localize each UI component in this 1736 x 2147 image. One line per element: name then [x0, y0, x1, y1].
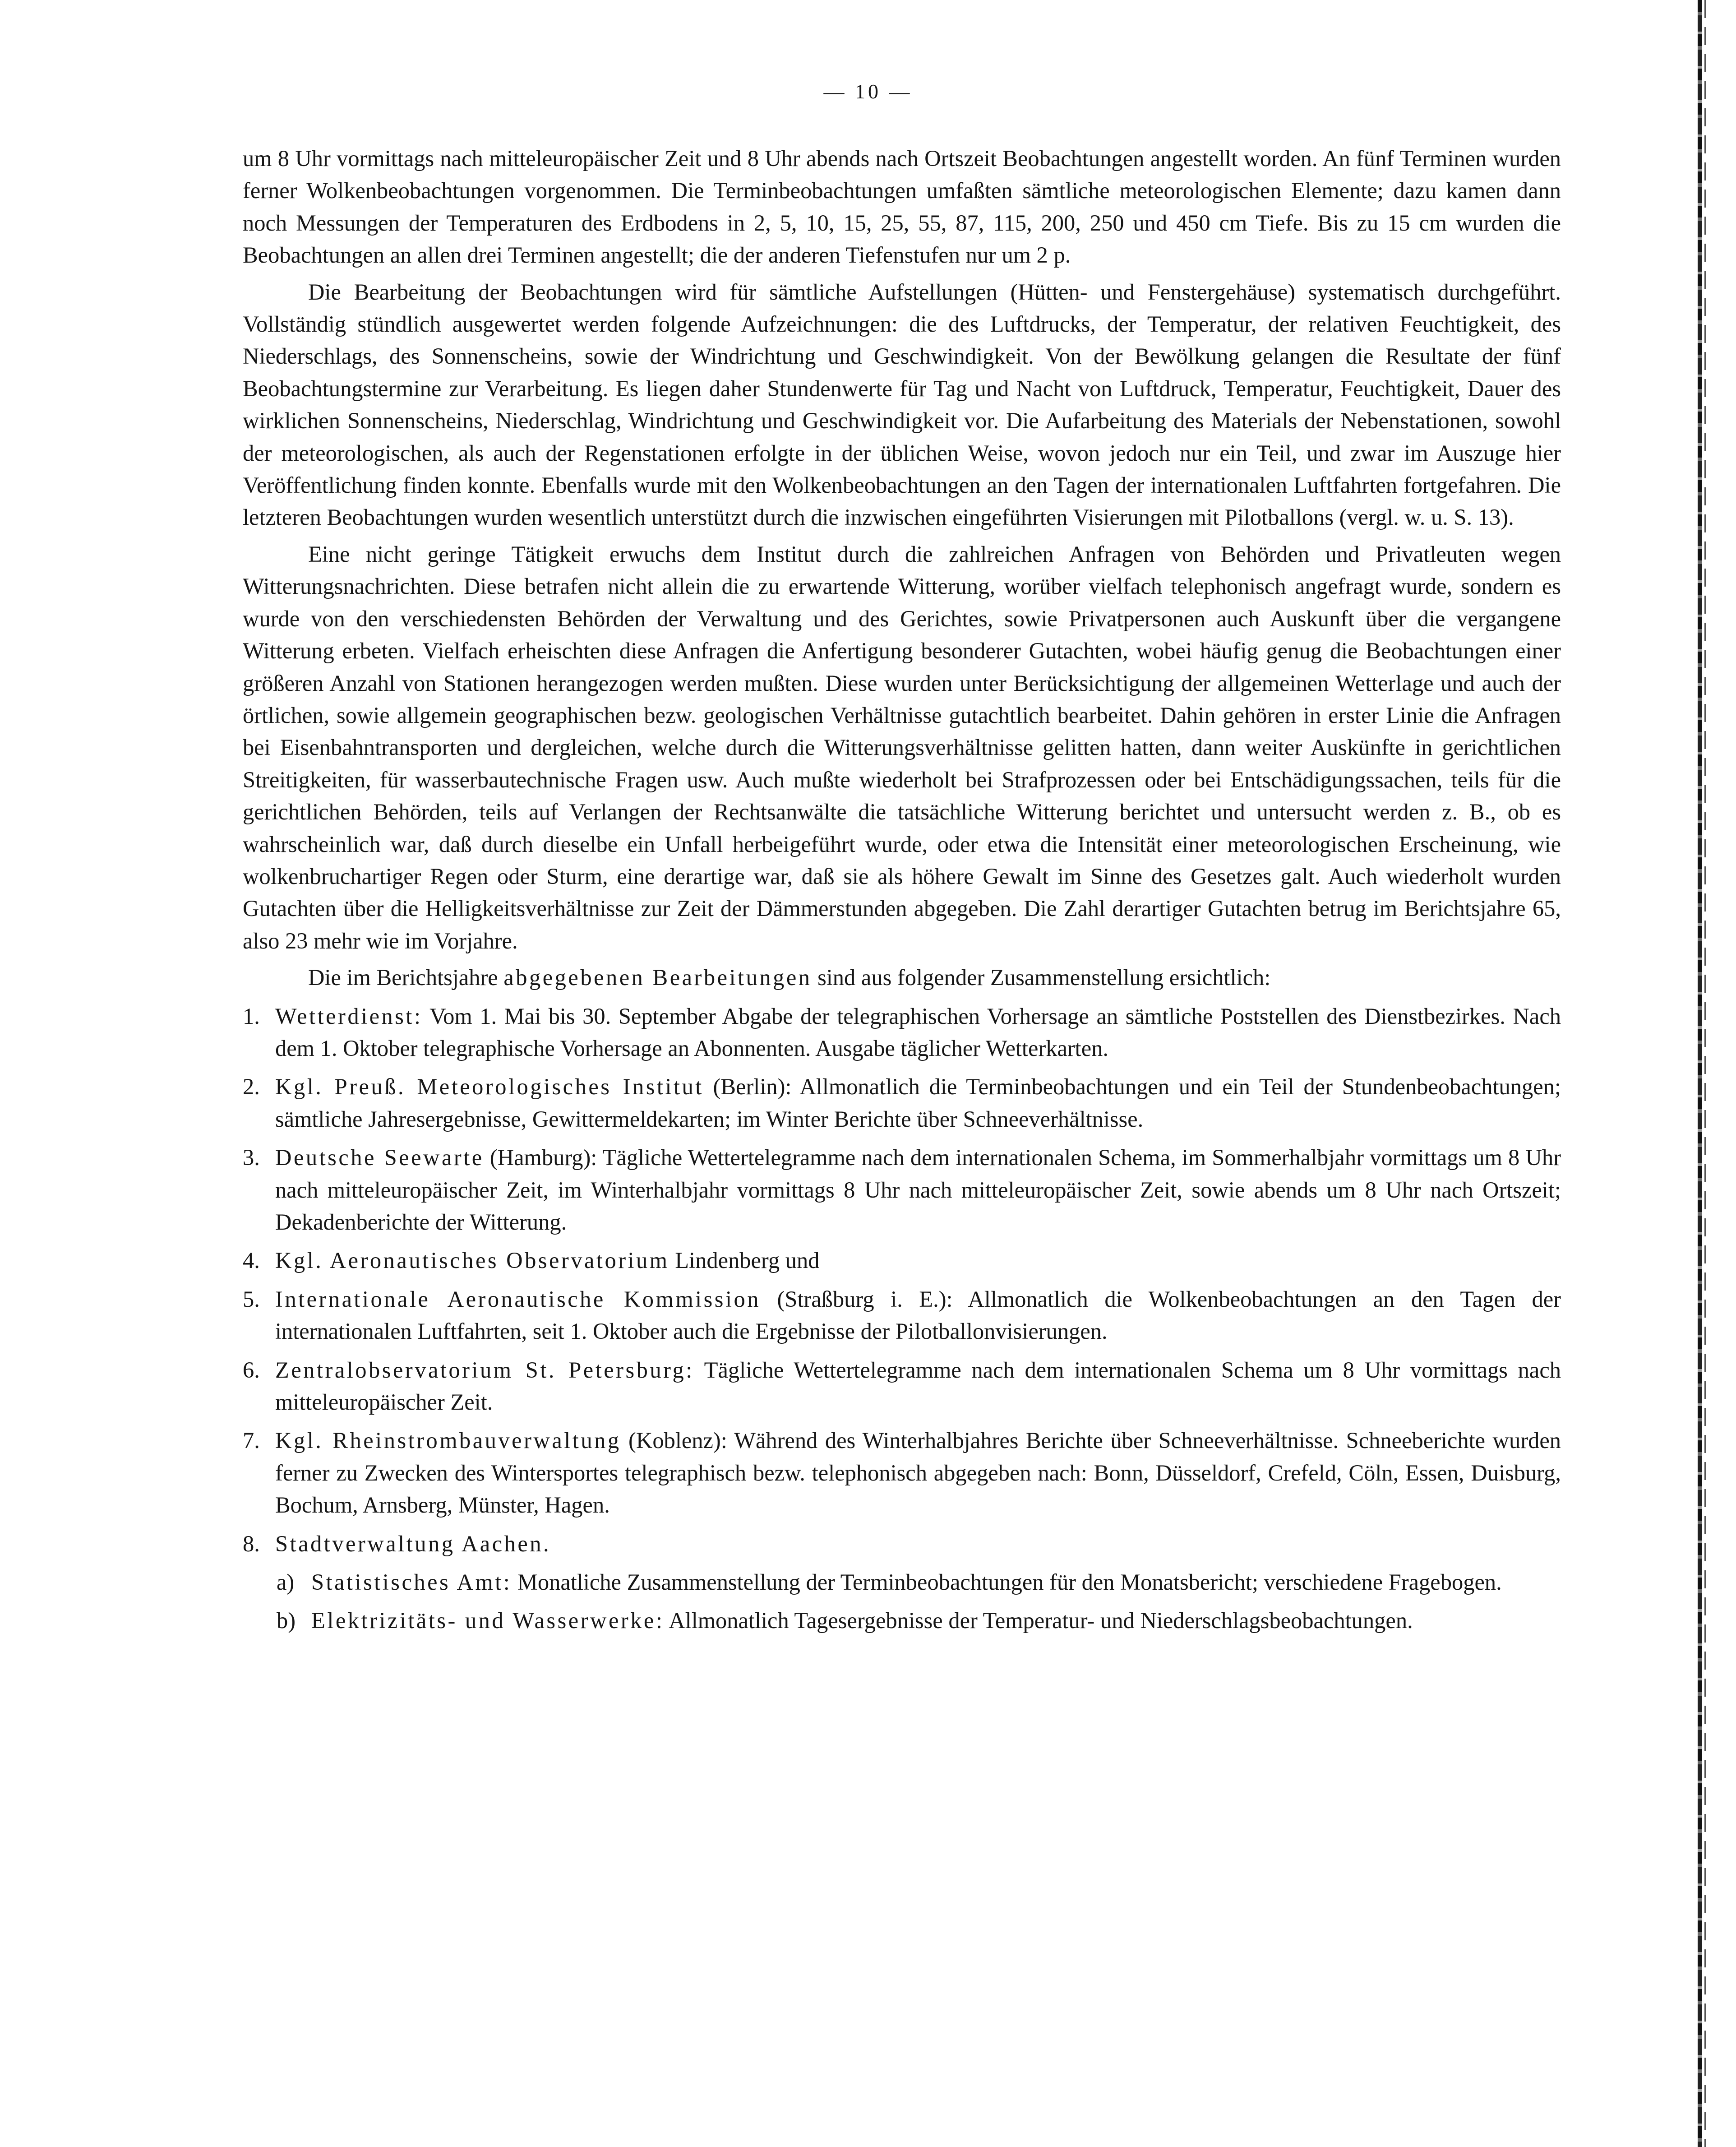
- list-heading: Deutsche Seewarte: [275, 1145, 484, 1171]
- list-heading: Internationale Aeronautische Kommission: [275, 1286, 761, 1312]
- list-item: [243, 1528, 1561, 1560]
- list-item: [243, 1000, 1561, 1065]
- list-number: 6.: [243, 1357, 260, 1383]
- list-item: [243, 1354, 1561, 1419]
- list-text: Vom 1. Mai bis 30. September Abgabe der telegraphischen Vorhersage an sämtliche Poststellen des Dienstbezirkes. Nach dem 1. Oktober telegraphische Vorhersage an Abonnenten. Ausgabe täglicher Wetterkarten.: [275, 1003, 1561, 1061]
- list-text: Tägliche Wettertelegramme nach dem internationalen Schema um 8 Uhr vormittags nach mitteleuropäischer Zeit.: [275, 1357, 1561, 1415]
- list-text: (Berlin): Allmonatlich die Terminbeobachtungen und ein Teil der Stundenbeobachtungen; sämtliche Jahresergebnisse, Gewittermeldekarten; im Winter Berichte über Schneeverhältnisse.: [275, 1074, 1561, 1132]
- sub-list-text: Allmonatlich Tagesergebnisse der Temperatur- und Niederschlagsbeobachtungen.: [664, 1608, 1413, 1633]
- list-number: 3.: [243, 1145, 260, 1171]
- paragraph: um 8 Uhr vormittags nach mitteleuropäischer Zeit und 8 Uhr abends nach Ortszeit Beobachtungen angestellt worden. An fünf Terminen wurden ferner Wolkenbeobachtungen vorgenommen. Die Terminbeobachtungen umfaßten sämtliche meteorologischen Elemente; dazu kamen dann noch Messungen der Temperaturen des Erdbodens in 2, 5, 10, 15, 25, 55, 87, 115, 200, 250 und 450 cm Tiefe. Bis zu 15 cm wurden die Beobachtungen an allen drei Terminen angestellt; die der anderen Tiefenstufen nur um 2 p.: [243, 146, 1561, 268]
- page-number: — 10 —: [823, 80, 913, 103]
- list-heading: Wetterdienst:: [275, 1003, 423, 1029]
- list-intro-after: sind aus folgender Zusammenstellung ersichtlich:: [812, 965, 1271, 990]
- sub-list-letter: a): [277, 1569, 295, 1595]
- list-item: [243, 1245, 1561, 1277]
- list-number: 1.: [243, 1003, 260, 1029]
- sub-list-letter: b): [277, 1608, 296, 1633]
- list-heading: Kgl. Aeronautisches Observatorium: [275, 1248, 669, 1273]
- list-heading: Zentralobservatorium St. Petersburg:: [275, 1357, 694, 1383]
- list-number: 4.: [243, 1248, 260, 1273]
- paragraph: Die Bearbeitung der Beobachtungen wird für sämtliche Aufstellungen (Hütten- und Fenstergehäuse) systematisch durchgeführt. Vollständig stündlich ausgewertet werden folgende Aufzeichnungen: die des Luftdrucks, der Temperatur, der relativen Feuchtigkeit, des Niederschlags, des Sonnenscheins, sowie der Windrichtung und Geschwindigkeit. Von der Bewölkung gelangen die Resultate der fünf Beobachtungstermine zur Verarbeitung. Es liegen daher Stundenwerte für Tag und Nacht von Luftdruck, Temperatur, Feuchtigkeit, Dauer des wirklichen Sonnenscheins, Niederschlag, Windrichtung und Geschwindigkeit vor. Die Aufarbeitung des Materials der Nebenstationen, sowohl der meteorologischen, als auch der Regenstationen erfolgte in der üblichen Weise, wovon jedoch nur ein Teil, und zwar im Auszuge hier Veröffentlichung finden konnte. Ebenfalls wurde mit den Wolkenbeobachtungen an den Tagen der internationalen Luftfahrten fortgefahren. Die letzteren Beobachtungen wurden wesentlich unterstützt durch die inzwischen eingeführten Visierungen mit Pilotballons (vergl. w. u. S. 13).: [243, 279, 1561, 530]
- list-text: Lindenberg und: [669, 1248, 820, 1273]
- list-number: 2.: [243, 1074, 260, 1100]
- sub-list-item: [243, 1566, 1561, 1598]
- sub-list-heading: Statistisches Amt:: [311, 1569, 512, 1595]
- sub-list-item: [243, 1605, 1561, 1637]
- page-edge-shadow: [1698, 0, 1702, 2147]
- list-intro-before: Die im Berichtsjahre: [308, 965, 504, 990]
- list-text: (Hamburg): Tägliche Wettertelegramme nach dem internationalen Schema, im Sommerhalbjahr vormittags um 8 Uhr nach mitteleuropäischer Zeit, im Winterhalbjahr vormittags 8 Uhr nach mitteleuropäischer Zeit, sowie abends um 8 Uhr nach Ortszeit; Dekadenberichte der Witterung.: [275, 1145, 1561, 1235]
- list-item: [243, 1283, 1561, 1348]
- list-item: [243, 1071, 1561, 1135]
- list-item: [243, 1425, 1561, 1521]
- list-number: 8.: [243, 1531, 260, 1556]
- list-heading: Kgl. Preuß. Meteorologisches Institut: [275, 1074, 704, 1100]
- list-item: [243, 1142, 1561, 1238]
- list-text: (Koblenz): Während des Winterhalbjahres Berichte über Schneeverhältnisse. Schneeberichte wurden ferner zu Zwecken des Wintersportes telegraphisch bezw. telephonisch abgegeben nach: Bonn, Düsseldorf, Crefeld, Cöln, Essen, Duisburg, Bochum, Arnsberg, Münster, Hagen.: [275, 1428, 1561, 1518]
- sub-list-heading: Elektrizitäts- und Wasserwerke:: [311, 1608, 665, 1633]
- list-heading: Stadtverwaltung Aachen.: [275, 1531, 551, 1556]
- document-body: [243, 143, 1561, 1637]
- list-number: 5.: [243, 1286, 260, 1312]
- page-edge-dots: [1704, 0, 1706, 2147]
- list-text: (Straßburg i. E.): Allmonatlich die Wolkenbeobachtungen an den Tagen der internationalen Luftfahrten, seit 1. Oktober auch die Ergebnisse der Pilotballonvisierungen.: [275, 1286, 1561, 1344]
- list-intro-spaced: abgegebenen Bearbeitungen: [503, 965, 812, 990]
- list-heading: Kgl. Rheinstrombauverwaltung: [275, 1428, 621, 1453]
- list-number: 7.: [243, 1428, 260, 1453]
- paragraph: Eine nicht geringe Tätigkeit erwuchs dem Institut durch die zahlreichen Anfragen von Behörden und Privatleuten wegen Witterungsnachrichten. Diese betrafen nicht allein die zu erwartende Witterung, worüber vielfach telephonisch angefragt wurde, sondern es wurde von den verschiedensten Behörden der Verwaltung und des Gerichtes, sowie Privatpersonen auch Auskunft über die vergangene Witterung erbeten. Vielfach erheischten diese Anfragen die Anfertigung besonderer Gutachten, wobei häufig genug die Beobachtungen einer größeren Anzahl von Stationen herangezogen werden mußten. Diese wurden unter Berücksichtigung der allgemeinen Wetterlage und auch der örtlichen, sowie allgemein geographischen bezw. geologischen Verhältnisse gutachtlich bearbeitet. Dahin gehören in erster Linie die Anfragen bei Eisenbahntransporten und dergleichen, welche durch die Witterungsverhältnisse gelitten hatten, dann weiter Auskünfte in gerichtlichen Streitigkeiten, für wasserbautechnische Fragen usw. Auch mußte wiederholt bei Strafprozessen oder bei Entschädigungssachen, teils für die gerichtlichen Behörden, teils auf Verlangen der Rechtsanwälte die tatsächliche Witterung berichtet und untersucht werden z. B., ob es wahrscheinlich war, daß durch dieselbe ein Unfall herbeigeführt wurde, oder etwa die Intensität einer meteorologischen Erscheinung, wie wolkenbruchartiger Regen oder Sturm, eine derartige war, daß sie als höhere Gewalt im Sinne des Gesetzes galt. Auch wiederholt wurden Gutachten über die Helligkeitsverhältnisse zur Zeit der Dämmerstunden abgegeben. Die Zahl derartiger Gutachten betrug im Berichtsjahre 65, also 23 mehr wie im Vorjahre.: [243, 541, 1561, 953]
- list-intro: [243, 962, 1561, 994]
- sub-list-text: Monatliche Zusammenstellung der Terminbeobachtungen für den Monatsbericht; verschiedene Fragebogen.: [512, 1569, 1502, 1595]
